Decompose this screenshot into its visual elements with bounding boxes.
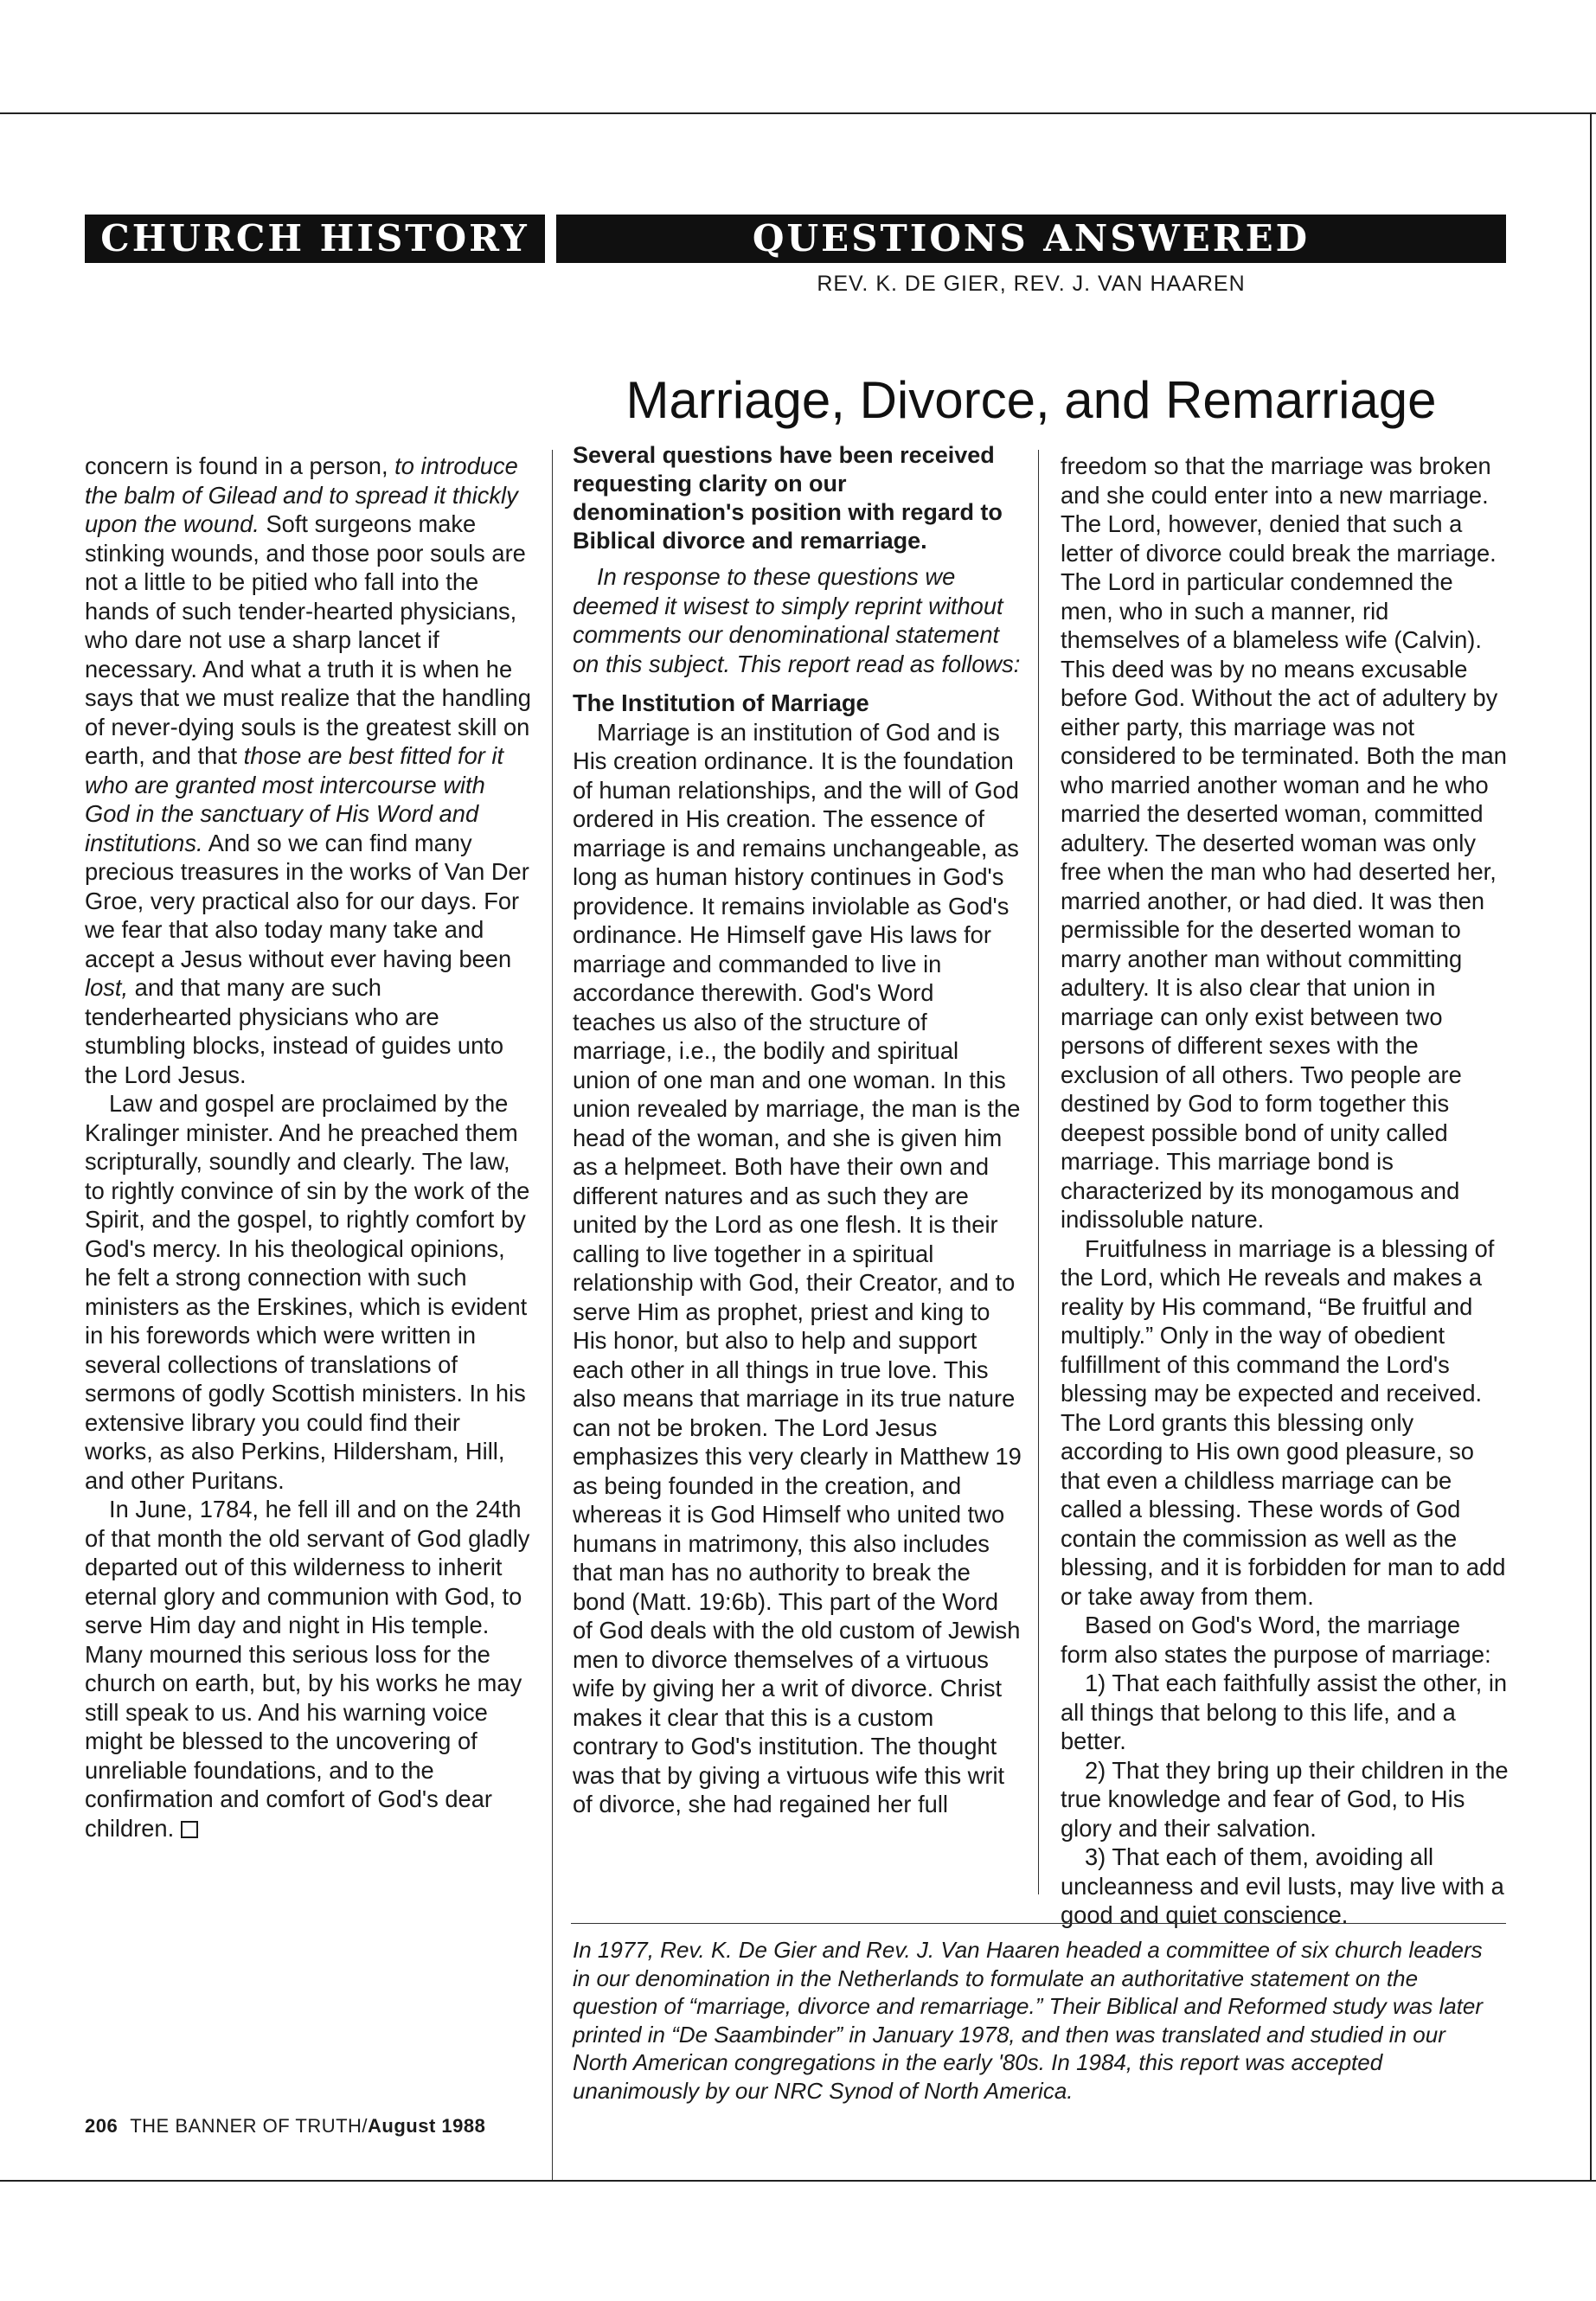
- issue-date: August 1988: [368, 2115, 486, 2137]
- end-of-article-icon: [181, 1821, 198, 1838]
- article-column-left: [573, 441, 1022, 1819]
- page-edge-right: [1590, 112, 1592, 2180]
- list-item: 2) That they bring up their children in the true knowledge and fear of God, to His glory and their salvation.: [1061, 1756, 1509, 1842]
- italic-quote: those are best fitted for it who are granted most intercourse with God in the sanctuary of His Word and institutions.: [85, 742, 504, 856]
- italic-quote: to introduce the balm of Gilead and to spread it thickly upon the wound.: [85, 452, 518, 537]
- paragraph: Based on God's Word, the marriage form also states the purpose of marriage:: [1061, 1612, 1491, 1668]
- article-title: Marriage, Divorce, and Remarriage: [625, 371, 1437, 429]
- text-span: Soft surgeons make stinking wounds, and those poor souls are not a little to be pitied who fall into the hands of such tender-hearted physicians, who dare not use a sharp lancet if necessary. And what a truth it is when he says that we must realize that the handling of never-dying souls is the greatest skill on earth, and that: [85, 510, 531, 769]
- list-item: 3) That each of them, avoiding all uncleanness and evil lusts, may live with a good and quiet conscience.: [1061, 1843, 1504, 1928]
- paragraph: freedom so that the marriage was broken and she could enter into a new marriage. The Lord, however, denied that such a letter of divorce could break the marriage. The Lord in particular condemned the men, who in such a manner, rid themselves of a blameless wife (Calvin). This deed was by no means excusable before God. Without the act of adultery by either party, this marriage was not considered to be terminated. Both the man who married another woman and he who married the deserted woman, committed adultery. The deserted woman was only free when the man who had deserted her, married another, or had died. It was then permissible for the deserted woman to marry another man without committing adultery. It is also clear that union in marriage can only exist between two persons of different sexes with the exclusion of all others. Two people are destined by God to form together this deepest possible bond of unity called marriage. This marriage bond is characterized by its monogamous and indissoluble nature.: [1061, 452, 1507, 1233]
- page-number: 206: [85, 2115, 119, 2137]
- note-divider: [571, 1923, 1506, 1924]
- page-edge-top: [0, 112, 1596, 114]
- column-divider: [1038, 450, 1039, 1894]
- church-history-column: [85, 452, 535, 1843]
- article-column-right: [1061, 452, 1510, 1930]
- paragraph: Law and gospel are proclaimed by the Kralinger minister. And he preached them scripturally, soundly and clearly. The law, to rightly convince of sin by the work of the Spirit, and the gospel, to rightly comfort by God's mercy. In his theological opinions, he felt a strong connection with such ministers as the Erskines, which is evident in his forewords which were written in several collections of translations of sermons of godly Scottish ministers. In his extensive library you could find their works, as also Perkins, Hildersham, Hill, and other Puritans.: [85, 1090, 530, 1494]
- paragraph: Marriage is an institution of God and is His creation ordinance. It is the foundation of human relationships, and the will of God ordered in His creation. The essence of marriage is and remains unchangeable, as long as human history continues in God's providence. It remains inviolable as God's ordinance. He Himself gave His laws for marriage and commanded to live in accordance therewith. God's Word teaches us also of the structure of marriage, i.e., the bodily and spiritual union of one man and one woman. In this union revealed by marriage, the man is the head of the woman, and she is given him as a helpmeet. Both have their own and different natures and as such they are united by the Lord as one flesh. It is their calling to live together in a spiritual relationship with God, their Creator, and to serve Him as prophet, priest and king to His honor, but also to help and support each other in all things in true love. This also means that marriage in its true nature can not be broken. The Lord Jesus emphasizes this very clearly in Matthew 19 as being founded in the creation, and whereas it is God Himself who united two humans in matrimony, this also includes that man has no authority to break the bond (Matt. 19:6b). This part of the Word of God deals with the old custom of Jewish men to divorce themselves of a virtuous wife by giving her a writ of divorce. Christ makes it clear that this is a custom contrary to God's institution. The thought was that by giving a virtuous wife this writ of divorce, she had regained her full: [573, 718, 1022, 1817]
- paragraph: [85, 452, 535, 1089]
- column-divider: [552, 450, 553, 2180]
- section-banner-church-history: CHURCH HISTORY: [85, 215, 545, 263]
- text-span: In June, 1784, he fell ill and on the 24th of that month the old servant of God gladly departed out of this wilderness to inherit eternal glory and communion with God, to serve Him day and night in His temple. Many mourned this serious loss for the church on earth, but, by his works he may still speak to us. And his warning voice might be blessed to the uncovering of unreliable foundations, and to the confirmation and comfort of God's dear children.: [85, 1496, 530, 1842]
- paragraph: Fruitfulness in marriage is a blessing of the Lord, which He reveals and makes a reality by His command, “Be fruitful and multiply.” Only in the way of obedient fulfillment of this command the Lord's blessing may be expected and received. The Lord grants this blessing only according to His own good pleasure, so that even a childless marriage can be called a blessing. These words of God contain the commission as well as the blessing, and it is forbidden for man to add or take away from them.: [1061, 1234, 1506, 1610]
- list-item: 1) That each faithfully assist the other, in all things that belong to this life, and a better.: [1061, 1670, 1508, 1754]
- author-byline: REV. K. DE GIER, REV. J. VAN HAAREN: [817, 272, 1246, 296]
- page-edge-bottom: [0, 2180, 1596, 2182]
- text-span: concern is found in a person,: [85, 452, 395, 479]
- paragraph: [85, 1495, 535, 1843]
- section-subheading: The Institution of Marriage: [573, 689, 869, 716]
- italic-word: lost,: [85, 974, 129, 1001]
- text-span: And so we can find many precious treasures in the works of Van Der Groe, very practical also for our days. For we fear that also today many take and accept a Jesus without ever having been: [85, 829, 529, 972]
- text-span: and that many are such tenderhearted physicians who are stumbling blocks, instead of guides unto the Lord Jesus.: [85, 974, 504, 1088]
- article-intro-italic: In response to these questions we deemed it wisest to simply reprint without comments our denominational statement on this subject. This report read as follows:: [573, 563, 1021, 677]
- publication-name: THE BANNER OF TRUTH/: [130, 2115, 369, 2137]
- editorial-note: In 1977, Rev. K. De Gier and Rev. J. Van Haaren headed a committee of six church leaders in our denomination in the Netherlands to formulate an authoritative statement on the question of “marriage, divorce and remarriage.” Their Biblical and Reformed study was later printed in “De Saambinder” in January 1978, and then was translated and studied in our North American congregations in the early '80s. In 1984, this report was accepted unanimously by our NRC Synod of North America.: [573, 1937, 1484, 2104]
- section-banner-questions-answered: QUESTIONS ANSWERED: [556, 215, 1506, 263]
- article-intro: Several questions have been received requesting clarity on our denomination's position with regard to Biblical divorce and remarriage.: [573, 442, 1003, 554]
- page-footer: [85, 2115, 485, 2138]
